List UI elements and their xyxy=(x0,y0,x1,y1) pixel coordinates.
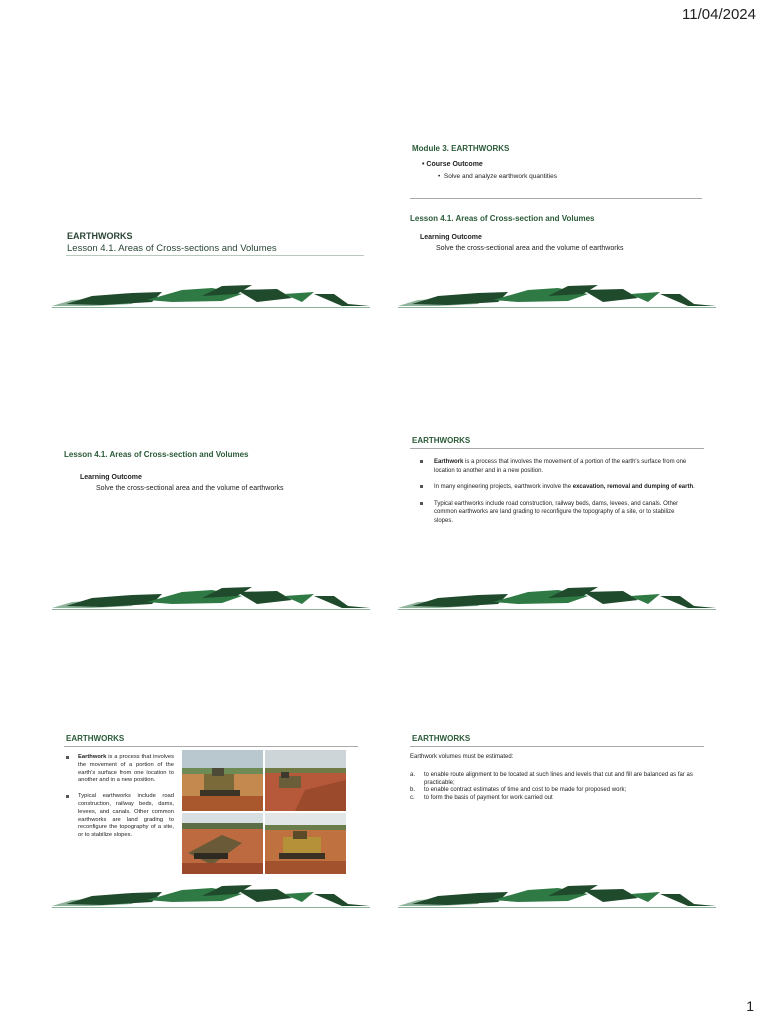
list-item: Typical earthworks include road construction, railway beds, dams, levees, and canals. Other common earthworks are land grading to reconfigure the topography of a site, or to stabilize slopes. xyxy=(66,793,174,840)
lettered-list xyxy=(410,772,705,802)
header-date: 11/04/2024 xyxy=(682,6,756,23)
list-item: c. to form the basis of payment for work carried out xyxy=(410,794,553,801)
learning-outcome-text: Solve the cross-sectional area and the volume of earthworks xyxy=(96,485,284,492)
green-wave-decoration xyxy=(52,586,370,610)
square-bullet-icon xyxy=(66,795,69,798)
green-wave-decoration xyxy=(52,884,370,908)
page-number: 1 xyxy=(746,998,754,1014)
divider xyxy=(410,448,704,449)
lesson-title: Lesson 4.1. Areas of Cross-section and Volumes xyxy=(64,450,249,459)
bulldozer-photo xyxy=(182,813,263,874)
bulldozer-photo xyxy=(265,750,346,811)
bullet-list xyxy=(66,754,174,848)
bulldozer-photo xyxy=(182,750,263,811)
slide-title: EARTHWORKS xyxy=(67,231,133,241)
slide-6-volumes-estimated xyxy=(398,728,716,908)
bullet-dot-icon: • xyxy=(422,161,427,168)
square-bullet-icon xyxy=(66,756,69,759)
learning-outcome-text: Solve the cross-sectional area and the volume of earthworks xyxy=(436,245,624,252)
divider xyxy=(410,198,702,199)
slide-title: EARTHWORKS xyxy=(412,734,471,743)
bulldozer-photo xyxy=(265,813,346,874)
divider xyxy=(64,746,358,747)
slide-subtitle: Lesson 4.1. Areas of Cross-sections and Volumes xyxy=(67,243,277,254)
divider xyxy=(410,746,704,747)
bullet-dot-icon: • xyxy=(438,173,444,180)
green-wave-decoration xyxy=(398,586,716,610)
slide-1-title xyxy=(52,128,370,308)
list-item: b. to enable contract estimates of time and cost to be made for proposed work; xyxy=(410,787,627,793)
slide-4-earthworks xyxy=(398,430,716,610)
green-wave-decoration xyxy=(398,884,716,908)
list-item: Earthwork is a process that involves the movement of a portion of the earth's surface from one location to another and in a new position. xyxy=(420,458,695,475)
intro-text: Earthwork volumes must be estimated: xyxy=(410,754,514,760)
square-bullet-icon xyxy=(420,460,423,463)
list-item: Earthwork is a process that involves the movement of a portion of the earth's surface from one location to another and in a new position. xyxy=(66,754,174,785)
green-wave-decoration xyxy=(398,284,716,308)
course-outcome-label: • Course Outcome xyxy=(422,161,483,168)
divider xyxy=(66,255,364,256)
bullet-list xyxy=(420,458,695,533)
list-item: In many engineering projects, earthwork involve the excavation, removal and dumping of earth. xyxy=(420,483,695,492)
slide-2-module-outcomes xyxy=(398,128,716,308)
lesson-title: Lesson 4.1. Areas of Cross-section and Volumes xyxy=(410,214,595,223)
square-bullet-icon xyxy=(420,502,423,505)
learning-outcome-label: Learning Outcome xyxy=(80,474,142,481)
green-wave-decoration xyxy=(52,284,370,308)
slide-title: EARTHWORKS xyxy=(412,436,471,445)
list-item: Typical earthworks include road construction, railway beds, dams, levees, and canals. Other common earthworks are land grading to reconfigure the topography of a site, or to stabilize slopes. xyxy=(420,500,695,526)
module-title: Module 3. EARTHWORKS xyxy=(412,144,510,153)
course-outcome-item: • Solve and analyze earthwork quantities xyxy=(438,173,557,180)
list-item: a. to enable route alignment to be located at such lines and levels that cut and fill are balanced as far as practicable; xyxy=(410,772,693,786)
slide-3-lesson xyxy=(52,430,370,610)
bulldozer-photo-grid xyxy=(182,750,346,874)
learning-outcome-label: Learning Outcome xyxy=(420,234,482,241)
square-bullet-icon xyxy=(420,485,423,488)
slide-5-earthworks-photos xyxy=(52,728,370,908)
slide-title: EARTHWORKS xyxy=(66,734,125,743)
